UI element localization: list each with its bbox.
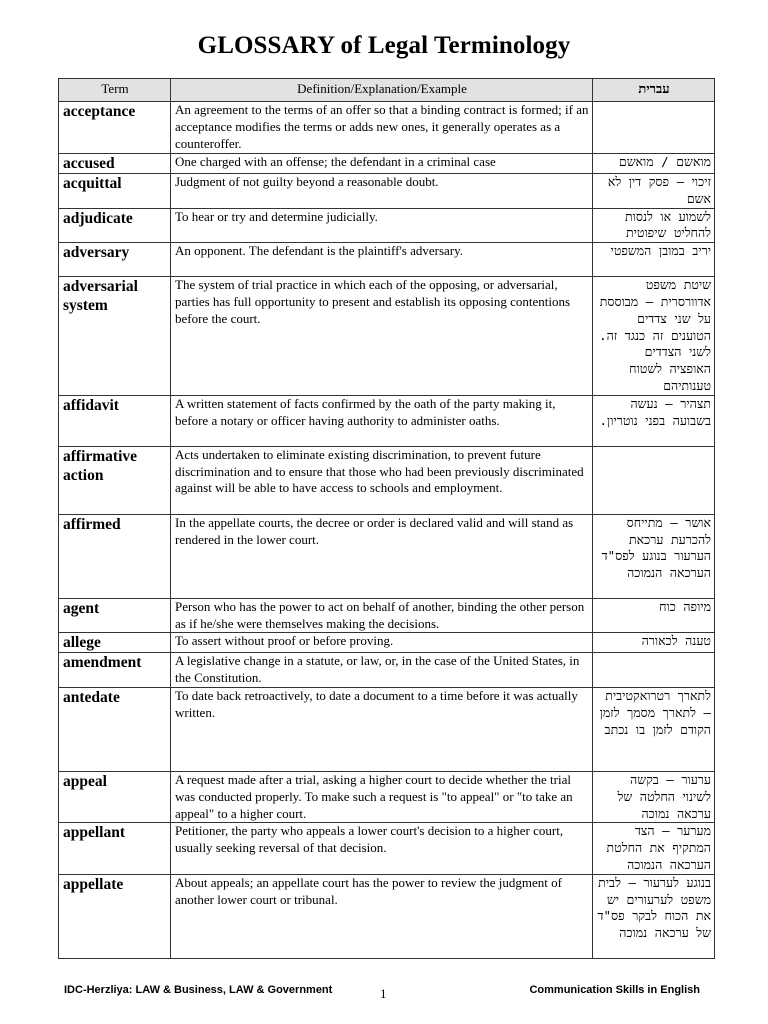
definition-cell: A request made after a trial, asking a higher court to decide whether the trial was conducted properly. To make such a request is "to appeal" or "to take an appeal" to a higher court. [171,771,593,822]
hebrew-cell [593,102,715,154]
table-body [59,102,715,959]
term-cell: antedate [59,687,171,771]
definition-cell: The system of trial practice in which each of the opposing, or adversarial, parties has full opportunity to present and establish its opposing contentions before the court. [171,277,593,396]
hebrew-cell: בנוגע לערעור – לבית משפט לערעורים יש את הכוח לבקר פס"ד של ערכאה נמוכה [593,874,715,958]
term-cell: acquittal [59,174,171,209]
table-row [59,687,715,771]
term-cell: accused [59,154,171,174]
hebrew-cell: טענה לכאורה [593,633,715,653]
table-row [59,823,715,874]
definition-cell: An opponent. The defendant is the plaintiff's adversary. [171,243,593,277]
term-cell: acceptance [59,102,171,154]
table-row [59,102,715,154]
hebrew-cell: לתארך רטרואקטיבית – לתארך מסמך לזמן הקודם לזמן בו נכתב [593,687,715,771]
definition-cell: Petitioner, the party who appeals a lower court's decision to a higher court, usually seeking reversal of that decision. [171,823,593,874]
term-cell: adversary [59,243,171,277]
table-row [59,243,715,277]
table-row [59,154,715,174]
definition-cell: Person who has the power to act on behalf of another, binding the other person as if he/she were themselves making the decisions. [171,598,593,633]
hebrew-cell: תצהיר – נעשה בשבועה בפני נוטריון. [593,395,715,446]
glossary-table [58,78,715,959]
definition-cell: To date back retroactively, to date a document to a time before it was actually written. [171,687,593,771]
hebrew-cell: שיטת משפט אדוורסרית – מבוססת על שני צדדים הטוענים זה כנגד זה. לשני הצדדים האופציה לשטוח טענותיהם [593,277,715,396]
definition-cell: To hear or try and determine judicially. [171,208,593,243]
page-title: GLOSSARY of Legal Terminology [197,32,571,59]
term-cell: affirmative action [59,446,171,514]
hebrew-cell: מערער – הצד המתקיף את החלטת הערכאה הנמוכה [593,823,715,874]
definition-cell: To assert without proof or before proving. [171,633,593,653]
definition-cell: In the appellate courts, the decree or order is declared valid and will stand as rendered in the lower court. [171,514,593,598]
term-cell: amendment [59,653,171,688]
term-cell: appellate [59,874,171,958]
term-cell: adversarial system [59,277,171,396]
hebrew-cell: אושר – מתייחס להכרעת ערכאת הערעור בנוגע לפס"ד הערכאה הנמוכה [593,514,715,598]
term-cell: appellant [59,823,171,874]
table-row [59,395,715,446]
table-row [59,598,715,633]
hebrew-cell: יריב במובן המשפטי [593,243,715,277]
term-cell: affidavit [59,395,171,446]
table-header [59,79,715,102]
table-row [59,277,715,396]
table-row [59,208,715,243]
header-row [59,79,715,102]
hebrew-cell: מיופה כוח [593,598,715,633]
definition-cell: An agreement to the terms of an offer so that a binding contract is formed; if an acceptance modifies the terms or adds new ones, it generally operates as a counteroffer. [171,102,593,154]
term-column-header: Term [59,79,171,102]
hebrew-cell: מואשם / מואשם [593,154,715,174]
footer-subject-label: Communication Skills in English [529,984,700,996]
table-row [59,514,715,598]
hebrew-cell: ערעור – בקשה לשינוי החלטה של ערכאה נמוכה [593,771,715,822]
footer-course-label: IDC-Herzliya: LAW & Business, LAW & Government [64,984,333,996]
table-row [59,874,715,958]
definition-cell: About appeals; an appellate court has the power to review the judgment of another lower court or tribunal. [171,874,593,958]
hebrew-cell: זיכוי – פסק דין לא אשם [593,174,715,209]
term-cell: affirmed [59,514,171,598]
hebrew-cell [593,653,715,688]
table-row [59,633,715,653]
term-cell: appeal [59,771,171,822]
definition-cell: One charged with an offense; the defendant in a criminal case [171,154,593,174]
definition-column-header: Definition/Explanation/Example [171,79,593,102]
table-row [59,653,715,688]
table-row [59,174,715,209]
definition-cell: Acts undertaken to eliminate existing discrimination, to prevent future discrimination and to ensure that those who had been previously discriminated against will be able to have access to schools and employment. [171,446,593,514]
hebrew-cell [593,446,715,514]
table-row [59,446,715,514]
term-cell: adjudicate [59,208,171,243]
table-row [59,771,715,822]
page-number: 1 [380,986,387,1001]
hebrew-cell: לשמוע או לנסות להחליט שיפוטית [593,208,715,243]
definition-cell: Judgment of not guilty beyond a reasonable doubt. [171,174,593,209]
definition-cell: A legislative change in a statute, or law, or, in the case of the United States, in the Constitution. [171,653,593,688]
hebrew-column-header: עברית [593,79,715,102]
definition-cell: A written statement of facts confirmed by the oath of the party making it, before a notary or officer having authority to administer oaths. [171,395,593,446]
term-cell: agent [59,598,171,633]
term-cell: allege [59,633,171,653]
